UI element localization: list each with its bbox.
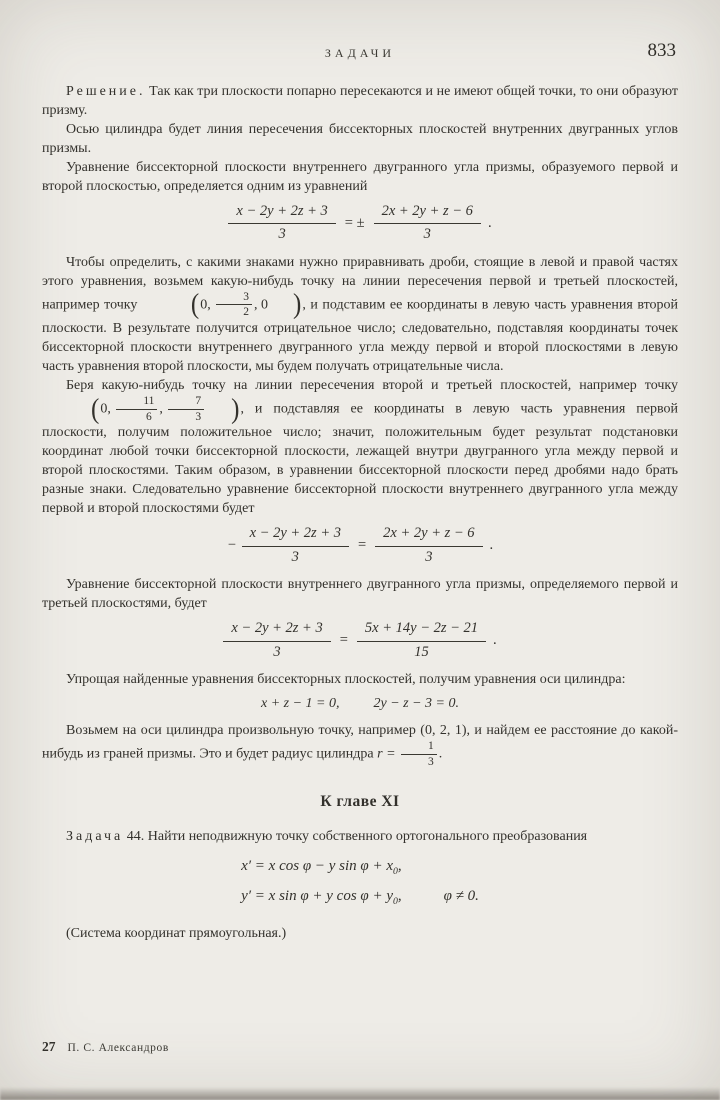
left-fraction: [228, 203, 335, 244]
sample-point-1: [142, 291, 302, 319]
transformation-equations: [241, 854, 479, 914]
equals-sign: =: [339, 631, 348, 648]
radius-variable: r =: [377, 746, 396, 762]
chapter-heading: К главе XI: [320, 793, 400, 811]
line-comma: ,: [397, 888, 402, 905]
p5-text-before: Беря какую-нибудь точку на линии пересечения второй и третьей плоскостей, например точку: [66, 378, 678, 394]
minus-sign: −: [226, 537, 237, 554]
equation-period: .: [493, 631, 497, 648]
phi-condition: φ ≠ 0.: [443, 888, 479, 905]
right-fraction: [357, 620, 486, 661]
transform-expression: y′ = x sin φ + y cos φ + y: [241, 888, 393, 905]
task-text: Найти неподвижную точку собственного ортогонального преобразования: [147, 829, 588, 845]
third-bisector-paragraph: Уравнение биссекторной плоскости внутреннего двугранного угла призмы, определяемого первой и третьей плоскостями, будет: [42, 577, 678, 612]
subscript: 0: [392, 866, 398, 878]
close-paren: ): [231, 393, 240, 425]
coordinate-system-note: (Система координат прямоугольная.): [66, 926, 287, 942]
fraction-denominator: 3: [423, 226, 431, 243]
sign-determination-paragraph: [42, 253, 678, 376]
fraction-numerator: 3: [216, 291, 252, 306]
page-footer: [42, 1038, 169, 1056]
p4-text-after: , и подставим ее координаты в левую часть уравнения второй плоскости. В результате получится отрицательное число; следовательно, подставляя координаты точек биссекторной плоскости внутреннего двугранного угла между первой и второй плоскостями в левую часть уравнения второй плоскости, мы будем получать отрицательные числа.: [42, 297, 679, 375]
line-comma: ,: [397, 858, 402, 875]
signature-number: 27: [42, 1039, 56, 1054]
task-number: 44.: [126, 829, 145, 845]
axis-equations: [42, 694, 678, 713]
fraction-denominator: 3: [195, 410, 202, 423]
page-number: 833: [647, 40, 676, 61]
fraction-denominator: 15: [414, 643, 429, 660]
fraction-numerator: 7: [168, 395, 204, 410]
transform-line-1: [241, 854, 479, 884]
task-44-paragraph: [42, 827, 678, 846]
axis-equation-2: 2y − z − 3 = 0.: [373, 695, 460, 711]
sentence-period: .: [438, 746, 443, 762]
radius-paragraph: [42, 721, 678, 768]
subscript: 0: [392, 896, 398, 908]
point-comma: ,: [159, 401, 163, 417]
simplify-paragraph: Упрощая найденные уравнения биссекторных плоскостей, получим уравнения оси цилиндра:: [66, 671, 626, 687]
inline-fraction: [116, 395, 157, 423]
sample-point-2: [42, 395, 240, 423]
fraction-denominator: 3: [428, 755, 434, 768]
bisector-candidate-equation: [42, 203, 678, 244]
scan-edge-shadow: [0, 1087, 720, 1100]
solution-label: Решение.: [66, 84, 146, 99]
solution-intro-text: Так как три плоскости попарно пересекаются и не имеют общей точки, то они образуют призму.: [42, 84, 678, 118]
open-paren: (: [91, 393, 100, 425]
solution-intro-paragraph: [42, 82, 678, 120]
fraction-numerator: 2x + 2y + z − 6: [374, 203, 481, 224]
task-label: Задача: [66, 829, 124, 845]
fraction-denominator: 3: [273, 643, 281, 660]
page-content: [42, 82, 678, 943]
inline-fraction: [168, 395, 204, 423]
right-fraction: [375, 525, 482, 566]
fraction-denominator: 3: [278, 226, 286, 243]
second-point-paragraph: [42, 376, 678, 518]
open-paren: (: [190, 289, 200, 321]
transform-line-2: [241, 884, 479, 914]
equals-plus-minus: = ±: [344, 214, 365, 231]
fraction-numerator: x − 2y + 2z + 3: [223, 620, 330, 641]
fraction-denominator: 6: [145, 410, 152, 423]
left-fraction: [223, 620, 330, 661]
p5-text-after: , и подставляя ее координаты в левую часть уравнения первой плоскости, получим положительное число; значит, положительным будет результат подстановки координат любой точки биссекторной плоскости, лежащей внутри двугранного угла между первой и второй плоскостями. Таким образом, в уравнении биссекторной плоскости перед дробями надо брать разные знаки. Следовательно уравнение биссекторной плоскости внутреннего двугранного угла между первой и второй плоскостями будет: [42, 401, 678, 517]
left-fraction: [242, 525, 349, 566]
running-title: ЗАДАЧИ: [324, 46, 396, 60]
p4-text-before: Чтобы определить, с какими знаками нужно приравнивать дроби, стоящие в левой и правой частях этого уравнения, возьмем какую-нибудь точку на линии пересечения первой и третьей плоскостей, например точку: [42, 254, 678, 313]
bisector-equation-first-second: [42, 525, 678, 566]
fraction-denominator: 3: [425, 548, 433, 565]
bisector-intro-paragraph: Уравнение биссекторной плоскости внутреннего двугранного угла призмы, образуемого первой и второй плоскостью, определяется одним из уравнений: [42, 160, 678, 194]
equation-period: .: [489, 537, 494, 554]
fraction-numerator: 11: [116, 395, 157, 410]
axis-equation-1: x + z − 1 = 0,: [260, 695, 340, 711]
right-fraction: [374, 203, 481, 244]
author-name: П. С. Александров: [67, 1042, 169, 1054]
close-paren: ): [293, 289, 302, 321]
equation-period: .: [487, 214, 492, 231]
cylinder-axis-paragraph: Осью цилиндра будет линия пересечения биссекторных плоскостей внутренних двугранных углов призмы.: [42, 122, 678, 156]
fraction-denominator: 2: [243, 306, 249, 319]
point-coordinate: 0,: [200, 297, 211, 313]
fraction-denominator: 3: [291, 548, 299, 565]
fraction-numerator: 2x + 2y + z − 6: [375, 525, 482, 546]
point-coordinate: 0,: [100, 401, 111, 417]
fraction-numerator: x − 2y + 2z + 3: [242, 525, 349, 546]
transform-expression: x′ = x cos φ − y sin φ + x: [241, 858, 393, 875]
inline-fraction: [401, 740, 437, 768]
fraction-numerator: x − 2y + 2z + 3: [228, 203, 335, 224]
p8-text: Возьмем на оси цилиндра произвольную точку, например (0, 2, 1), и найдем ее расстояние до какой-нибудь из граней призмы. Это и будет радиус цилиндра: [42, 722, 678, 762]
fraction-numerator: 1: [401, 740, 437, 755]
equals-sign: =: [357, 537, 367, 554]
fraction-numerator: 5x + 14y − 2z − 21: [357, 620, 486, 641]
inline-fraction: [216, 291, 252, 319]
bisector-equation-first-third: [42, 620, 678, 661]
page-header: [42, 40, 678, 70]
point-coordinate: , 0: [254, 297, 268, 313]
